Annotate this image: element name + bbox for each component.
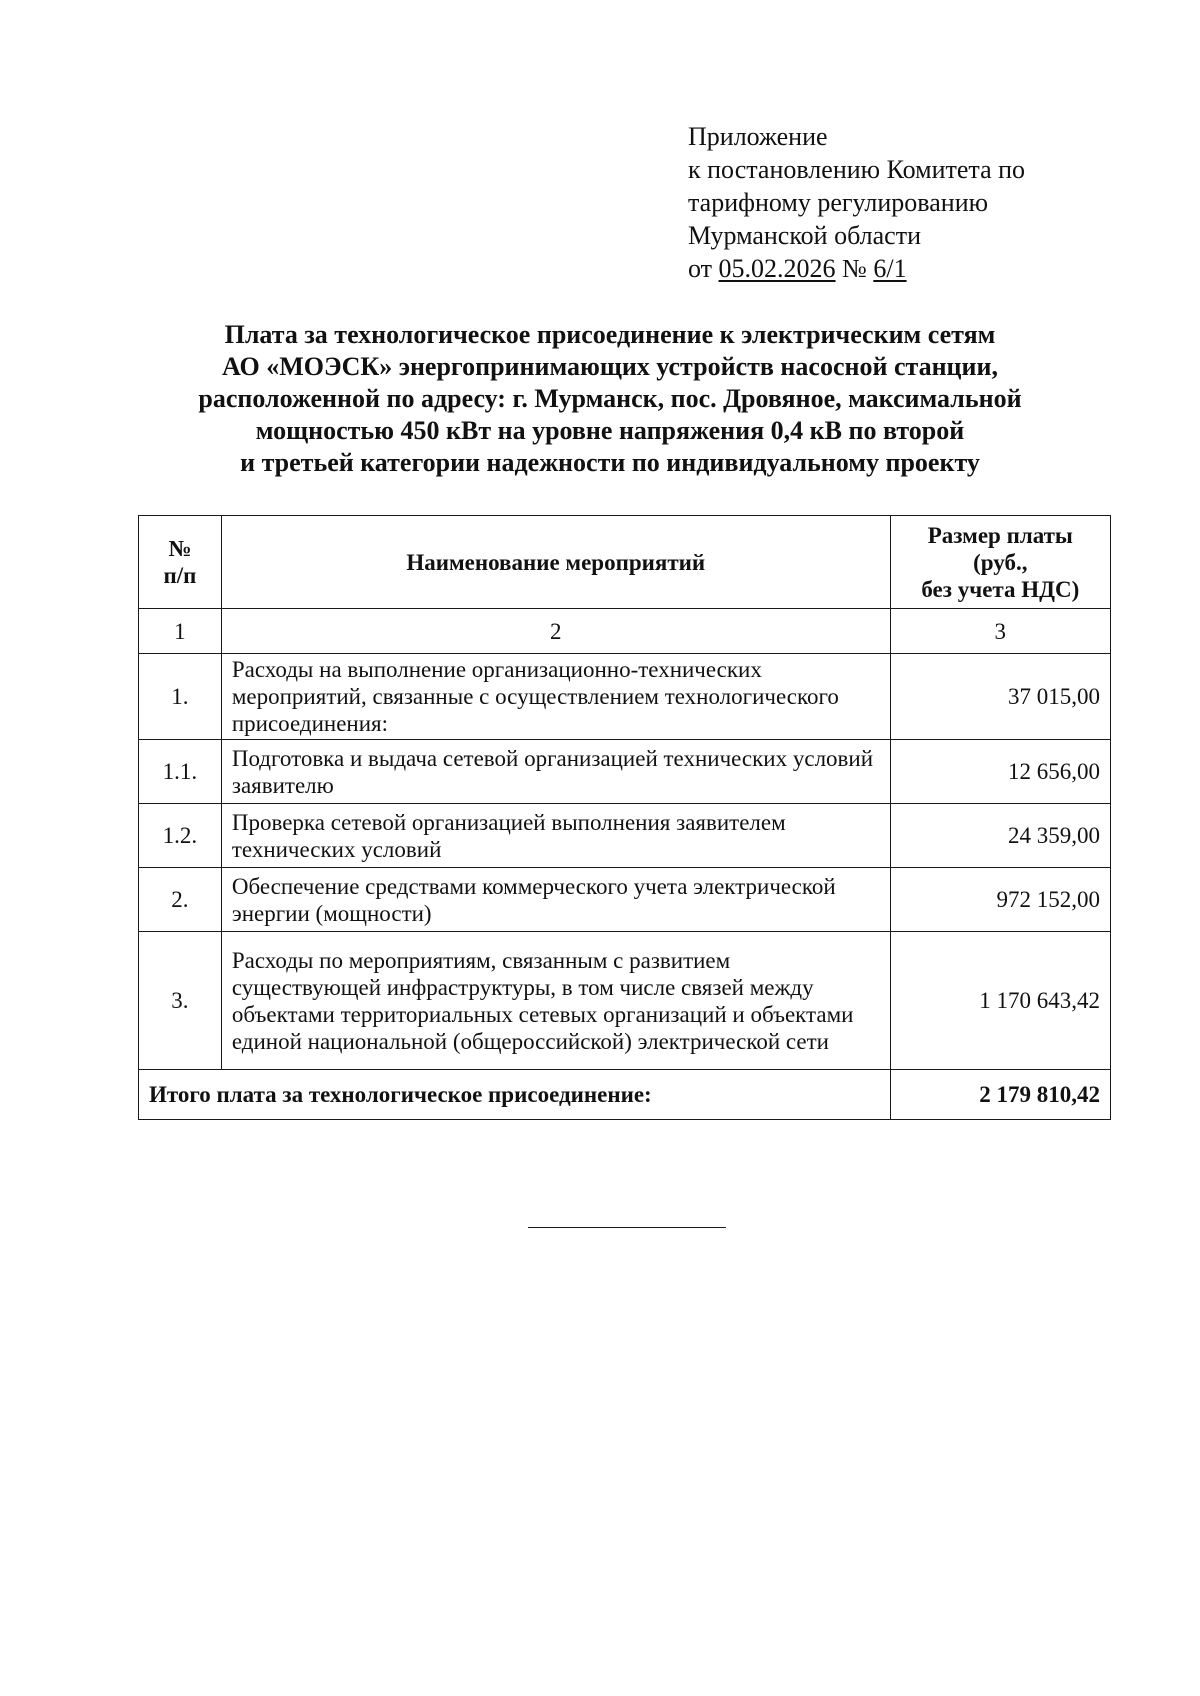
- title-line-3: расположенной по адресу: г. Мурманск, пос. Дровяное, максимальной: [198, 384, 1022, 413]
- column-number-3: 3: [890, 609, 1110, 654]
- table-row: [139, 804, 1111, 868]
- row-name: Обеспечение средствами коммерческого учета электрической энергии (мощности): [221, 868, 890, 932]
- row-name: Подготовка и выдача сетевой организацией технических условий заявителю: [221, 740, 890, 804]
- header-name-cell: Наименование мероприятий: [221, 516, 890, 609]
- column-number-1: 1: [139, 609, 222, 654]
- title-line-5: и третьей категории надежности по индивидуальному проекту: [240, 448, 980, 477]
- appendix-date-prefix: от: [688, 254, 719, 283]
- row-name: Расходы на выполнение организационно-технических мероприятий, связанные с осуществлением технологического присоединения:: [221, 654, 890, 740]
- table-header-row: [139, 516, 1111, 609]
- row-number: 1.2.: [139, 804, 222, 868]
- header-number-line-2: п/п: [163, 563, 197, 588]
- table-row: [139, 932, 1111, 1070]
- table-row: [139, 740, 1111, 804]
- header-amount-line-2: (руб.,: [973, 549, 1028, 575]
- appendix-date-line: [688, 252, 1025, 285]
- total-amount: 2 179 810,42: [890, 1070, 1110, 1120]
- row-amount: 12 656,00: [890, 740, 1110, 804]
- header-amount-line-1: Размер платы: [927, 522, 1073, 548]
- table-row: [139, 868, 1111, 932]
- appendix-line-1: Приложение: [688, 122, 828, 151]
- row-number: 2.: [139, 868, 222, 932]
- closing-divider-line: [528, 1227, 726, 1228]
- column-numbers-row: [139, 609, 1111, 654]
- column-number-2: 2: [221, 609, 890, 654]
- row-amount: 24 359,00: [890, 804, 1110, 868]
- row-amount: 1 170 643,42: [890, 932, 1110, 1070]
- appendix-number-prefix: №: [835, 254, 874, 283]
- table-row: [139, 654, 1111, 740]
- header-number-cell: [139, 516, 222, 609]
- appendix-line-3: тарифному регулированию: [688, 188, 989, 217]
- total-label: Итого плата за технологическое присоединение:: [139, 1070, 891, 1120]
- row-number: 1.: [139, 654, 222, 740]
- appendix-date: 05.02.2026: [718, 254, 836, 283]
- document-title: [150, 319, 1070, 479]
- row-name: Проверка сетевой организацией выполнения заявителем технических условий: [221, 804, 890, 868]
- appendix-line-2: к постановлению Комитета по: [688, 155, 1026, 184]
- fees-table: [138, 515, 1111, 1120]
- row-number: 1.1.: [139, 740, 222, 804]
- row-amount: 37 015,00: [890, 654, 1110, 740]
- row-name: Расходы по мероприятиям, связанным с развитием существующей инфраструктуры, в том числе связей между объектами территориальных сетевых организаций и объектами единой национальной (общероссийской) электрической сети: [221, 932, 890, 1070]
- row-amount: 972 152,00: [890, 868, 1110, 932]
- appendix-line-4: Мурманской области: [688, 221, 921, 250]
- title-line-4: мощностью 450 кВт на уровне напряжения 0,4 кВ по второй: [255, 416, 965, 445]
- title-line-2: АО «МОЭСК» энергопринимающих устройств насосной станции,: [221, 352, 998, 381]
- total-row: [139, 1070, 1111, 1120]
- row-number: 3.: [139, 932, 222, 1070]
- appendix-block: [688, 120, 1025, 285]
- header-amount-line-3: без учета НДС): [921, 576, 1080, 602]
- header-number-line-1: №: [168, 536, 192, 561]
- title-line-1: Плата за технологическое присоединение к электрическим сетям: [224, 320, 996, 349]
- appendix-number: 6/1: [873, 254, 907, 283]
- header-amount-cell: [890, 516, 1110, 609]
